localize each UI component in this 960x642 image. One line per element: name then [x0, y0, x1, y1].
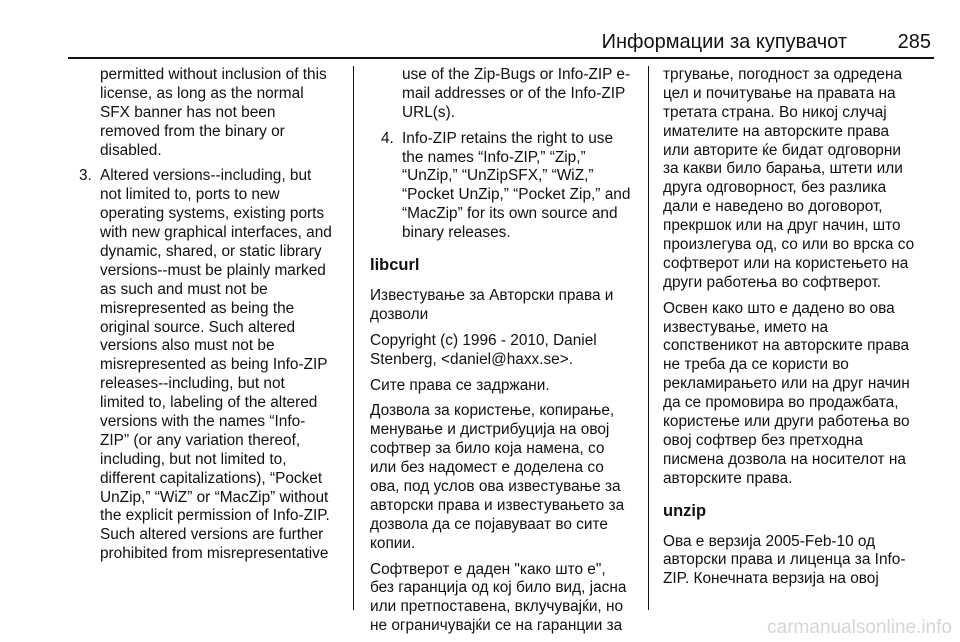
paragraph [370, 402, 636, 553]
text-line: Софтверот е даден "како што е", [370, 560, 606, 578]
text-line: prohibited from misrepresentative [100, 545, 329, 563]
section-heading-libcurl: libcurl [370, 256, 420, 275]
paragraph-continuation [370, 66, 636, 123]
text-line: Дозвола за користење, копирање, [370, 402, 615, 420]
text-line: “UnZip,” “UnZipSFX,” “WiZ,” [402, 167, 594, 185]
text-line: софтвер за било која намена, со [370, 440, 605, 458]
text-line: mail addresses or of the Info-ZIP [402, 84, 626, 102]
text-line: “Pocket UnZip,” “Pocket Zip,” and [402, 186, 631, 204]
text-line: или авторите ќе бидат одговорни [663, 141, 901, 159]
text-line: ZIP. Конечната верзија на овој [663, 570, 879, 588]
text-line: дозволи [370, 305, 429, 323]
text-line: releases--including, but not [100, 375, 285, 393]
text-line: копии. [370, 534, 416, 552]
text-line: дали е наведено во договорот, [663, 198, 883, 216]
text-line: да се промовира во продажбата, [663, 394, 899, 412]
column-divider-2 [648, 66, 649, 610]
text-line: софтверот или на користењето на [663, 254, 909, 272]
text-line: сопственикот на авторските права [663, 337, 910, 355]
text-line: original source. Such altered [100, 318, 296, 336]
page-number: 285 [897, 31, 931, 53]
text-line: Copyright (c) 1996 - 2010, Daniel [370, 331, 597, 349]
text-line: 3. Altered versions--including, but [79, 167, 312, 185]
list-number: 4. [381, 129, 394, 147]
text-line: рекламирањето или на друг начин [663, 375, 910, 393]
column-divider-1 [353, 66, 354, 610]
text-line: dynamic, shared, or static library [100, 243, 322, 261]
text-line: третата страна. Во никој случај [663, 103, 887, 121]
text-line: овој софтвер без претходна [663, 431, 863, 449]
text-line: license, as long as the normal [100, 84, 304, 102]
text-line: или претпоставена, вклучувајќи, но [370, 598, 624, 616]
text-line: 4. Info-ZIP retains the right to use [381, 129, 614, 147]
page-title: Информации за купувачот [601, 31, 847, 53]
paragraph [370, 287, 636, 325]
paragraph [663, 66, 933, 293]
text-line: Ова е верзија 2005-Feb-10 од [663, 532, 876, 550]
text-line: цел и почитување на правата на [663, 84, 896, 102]
text-line: misrepresented as being Info-ZIP [100, 356, 328, 374]
list-item-4 [370, 130, 636, 243]
paragraph [370, 561, 636, 637]
paragraph [370, 332, 636, 370]
column-1 [68, 66, 345, 616]
text-line: removed from the binary or [100, 122, 285, 140]
text-line: произлегува од, со или во врска со [663, 236, 915, 254]
section-heading-unzip: unzip [663, 501, 707, 520]
text-line: Известување за Авторски права и [370, 287, 614, 305]
text-line: operating systems, existing ports [100, 205, 325, 223]
text-line: друга одговорност, без разлика [663, 179, 887, 197]
text-line: имателите на авторските права [663, 122, 890, 140]
text-line: за какви било барања, штети или [663, 160, 903, 178]
text-line: use of the Zip-Bugs or Info-ZIP e- [402, 66, 631, 83]
text-line: без гаранција од кој било вид, јасна [370, 579, 627, 597]
text-line: прекршок или на друг начин, што [663, 217, 901, 235]
header-rule [68, 57, 934, 59]
text-line: не ограничувајќи се на гаранции за [370, 617, 623, 635]
text-line: известување, името на [663, 318, 829, 336]
text-line: авторските права. [663, 469, 793, 487]
text-line: Сите права се задржани. [370, 376, 550, 394]
column-2 [370, 66, 636, 635]
text-line: the explicit permission of Info-ZIP. [100, 507, 330, 525]
text-line: тргување, погодност за одредена [663, 66, 903, 83]
list-item-3 [68, 167, 345, 564]
text-line: користење или други работења во [663, 413, 910, 431]
text-line: Such altered versions are further [100, 526, 324, 544]
column-3 [663, 66, 933, 616]
text-line: including, but not limited to, [100, 450, 287, 468]
text-line: авторски права и лиценца за Info- [663, 551, 906, 569]
paragraph [663, 533, 933, 590]
paragraph-continuation [68, 66, 345, 160]
text-line: авторски права и известувањето за [370, 496, 625, 514]
text-line: disabled. [100, 141, 162, 159]
text-line: versions also must not be [100, 337, 275, 355]
text-line: ZIP” (or any variation thereof, [100, 431, 301, 449]
text-line: дозвола да се појавуваат во сите [370, 515, 608, 533]
text-line: not limited to, ports to new [100, 186, 280, 204]
paragraph [663, 300, 933, 489]
text-line: permitted without inclusion of this [100, 66, 327, 83]
text-line: “MacZip” for its own source and [402, 205, 618, 223]
text-line: не треба да се користи во [663, 356, 849, 374]
text-line: менување и дистрибуција на овој [370, 421, 610, 439]
text-line: limited to, labeling of the altered [100, 394, 318, 412]
text-line: versions--must be plainly marked [100, 261, 326, 279]
watermark-text: carmanualsonline.info [767, 617, 952, 638]
text-line: Освен како што е дадено во ова [663, 299, 895, 317]
text-line: други работења во софтверот. [663, 273, 882, 291]
page-header [0, 0, 960, 64]
text-line: the names “Info-ZIP,” “Zip,” [402, 148, 586, 166]
text-line: писмена дозвола на носителот на [663, 450, 906, 468]
text-line: SFX banner has not been [100, 103, 276, 121]
text-line: misrepresented as being the [100, 299, 295, 317]
paragraph [370, 377, 636, 396]
text-line: with new graphical interfaces, and [100, 224, 332, 242]
text-line: Stenberg, <daniel@haxx.se>. [370, 350, 574, 368]
text-line: different capitalizations), “Pocket [100, 469, 323, 487]
text-line: binary releases. [402, 224, 511, 242]
text-line: URL(s). [402, 103, 456, 121]
text-line: ова, под услов ова известување за [370, 478, 621, 496]
text-line: as such and must not be [100, 280, 268, 298]
text-line: versions with the names “Info- [100, 413, 306, 431]
list-number: 3. [79, 167, 92, 185]
text-line: или без надомест е доделена со [370, 459, 604, 477]
text-line: UnZip,” “WiZ” or “MacZip” without [100, 488, 329, 506]
